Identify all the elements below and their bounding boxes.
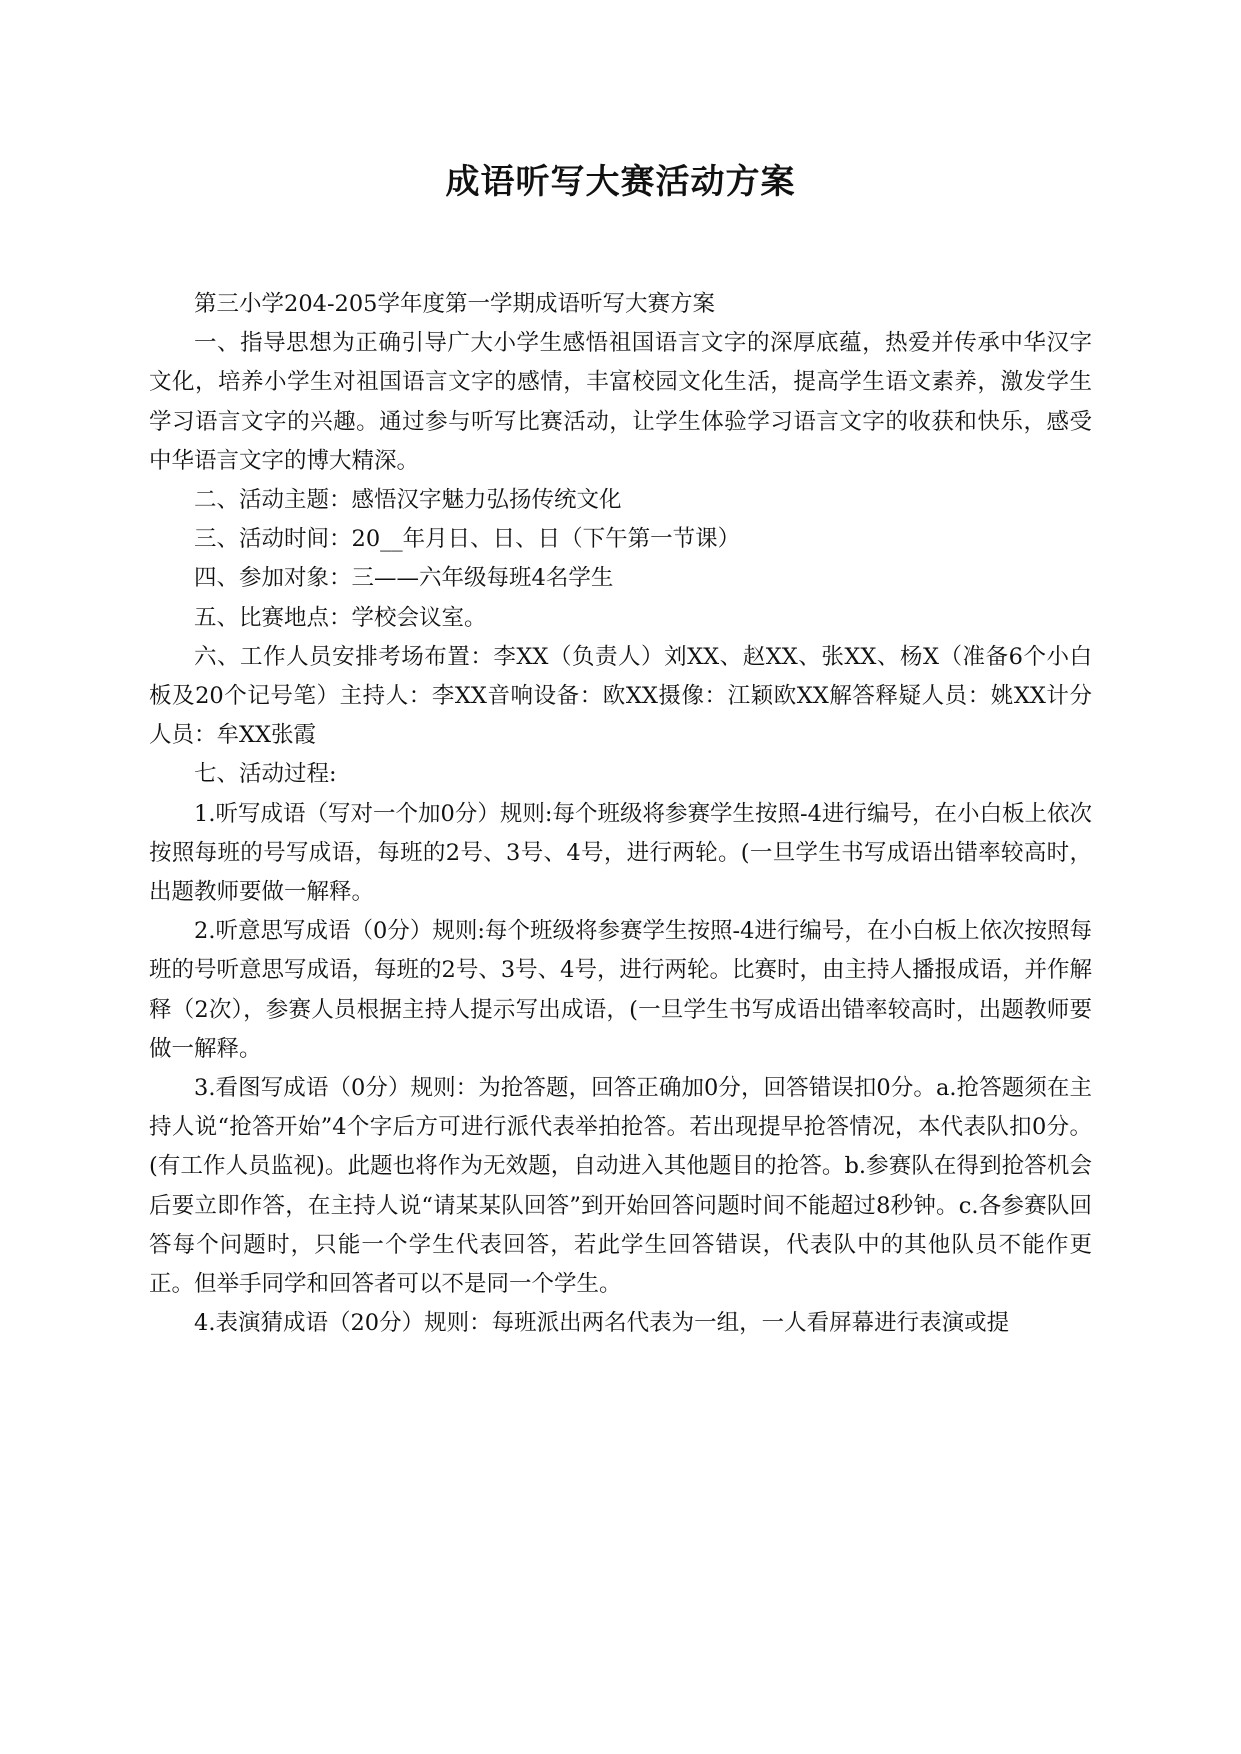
document-title: 成语听写大赛活动方案 bbox=[445, 162, 796, 202]
paragraph-venue: 五、比赛地点：学校会议室。 bbox=[194, 604, 487, 631]
paragraph-process-heading: 七、活动过程: bbox=[194, 761, 337, 788]
paragraph-staff: 六、工作人员安排考场布置：李XX（负责人）刘XX、赵XX、张XX、杨X（准备6个小白板及20个记号笔）主持人：李XX音响设备：欧XX摄像：江颖欧XX解答释疑人员：姚XX计分人员：牟XX张霞 bbox=[149, 643, 1092, 749]
paragraph-item-1: 1.听写成语（写对一个加0分）规则:每个班级将参赛学生按照-4进行编号，在小白板上依次按照每班的号写成语，每班的2号、3号、4号，进行两轮。(一旦学生书写成语出错率较高时，出题教师要做一解释。 bbox=[149, 800, 1092, 906]
paragraph-plan-heading: 第三小学204-205学年度第一学期成语听写大赛方案 bbox=[194, 291, 715, 317]
paragraph-guiding-principle: 一、指导思想为正确引导广大小学生感悟祖国语言文字的深厚底蕴，热爱并传承中华汉字文化，培养小学生对祖国语言文字的感情，丰富校园文化生活，提高学生语文素养，激发学生学习语言文字的兴趣。通过参与听写比赛活动，让学生体验学习语言文字的收获和快乐，感受中华语言文字的博大精深。 bbox=[149, 330, 1092, 474]
document-body bbox=[149, 285, 1092, 1343]
paragraph-item-2: 2.听意思写成语（0分）规则:每个班级将参赛学生按照-4进行编号，在小白板上依次按照每班的号听意思写成语，每班的2号、3号、4号，进行两轮。比赛时，由主持人播报成语，并作解释（2次），参赛人员根据主持人提示写出成语，(一旦学生书写成语出错率较高时，出题教师要做一解释。 bbox=[149, 918, 1092, 1062]
paragraph-time: 三、活动时间：20__年月日、日、日（下午第一节课） bbox=[194, 526, 741, 553]
paragraph-item-4: 4.表演猜成语（20分）规则：每班派出两名代表为一组，一人看屏幕进行表演或提 bbox=[194, 1310, 1010, 1337]
paragraph-item-3: 3.看图写成语（0分）规则：为抢答题，回答正确加0分，回答错误扣0分。a.抢答题须在主持人说“抢答开始”4个字后方可进行派代表举拍抢答。若出现提早抢答情况，本代表队扣0分。(有工作人员监视)。此题也将作为无效题，自动进入其他题目的抢答。b.参赛队在得到抢答机会后要立即作答，在主持人说“请某某队回答”到开始回答问题时间不能超过8秒钟。c.各参赛队回答每个问题时，只能一个学生代表回答，若此学生回答错误，代表队中的其他队员不能作更正。但举手同学和回答者可以不是同一个学生。 bbox=[149, 1075, 1092, 1298]
paragraph-theme: 二、活动主题：感悟汉字魅力弘扬传统文化 bbox=[194, 487, 622, 514]
paragraph-participants: 四、参加对象：三——六年级每班4名学生 bbox=[194, 565, 614, 592]
